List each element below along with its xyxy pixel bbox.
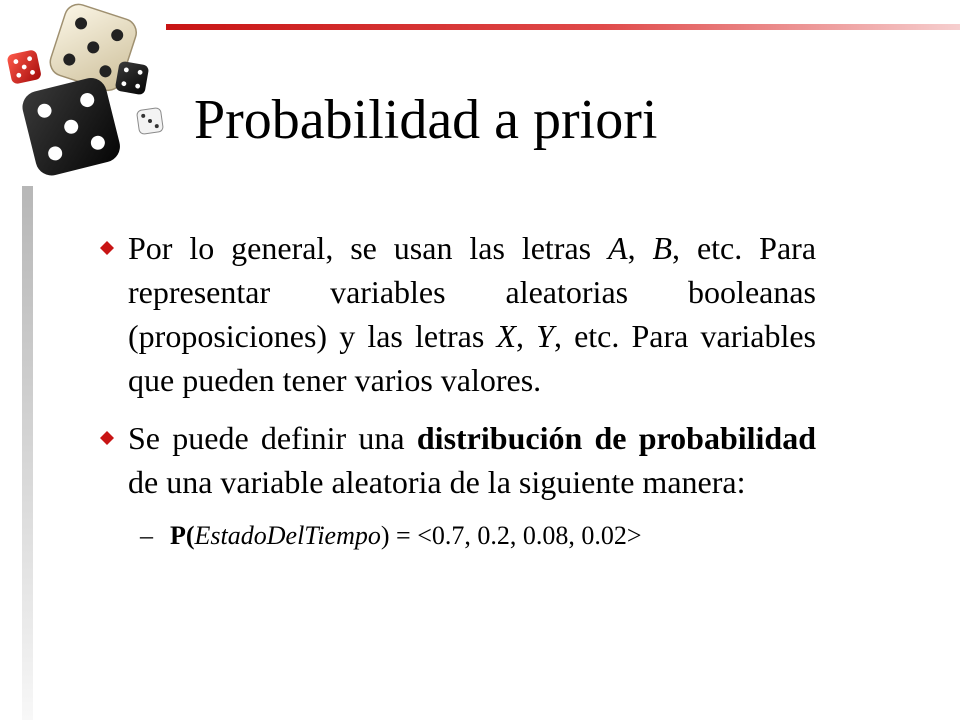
title-accent-rule: [166, 24, 960, 30]
text-run: ,: [627, 230, 653, 266]
bullet-text: [128, 416, 816, 504]
bullet-item-2: [96, 416, 816, 504]
slide-title: Probabilidad a priori: [194, 89, 658, 151]
left-accent-bar: [22, 186, 33, 720]
bullet-item-1: [96, 226, 816, 402]
bullet-text: [128, 226, 816, 402]
subbullet-item: [96, 516, 816, 556]
text-run: Se puede definir una: [128, 420, 417, 456]
diamond-bullet-icon: [100, 431, 114, 445]
text-run: de una variable aleatoria de la siguiente manera:: [128, 464, 746, 500]
text-run: distribución de probabilidad: [416, 420, 817, 456]
text-run: ) = <0.7, 0.2, 0.08, 0.02>: [380, 521, 642, 550]
text-run: , etc. Para variables que pueden tener varios valores.: [128, 318, 817, 398]
text-run: X: [496, 318, 516, 354]
text-run: EstadoDelTiempo: [194, 521, 381, 550]
slide-body: [96, 226, 816, 556]
text-run: , etc. Para representar variables aleatorias booleanas (proposiciones) y las letras: [128, 230, 817, 354]
text-run: P(: [170, 521, 195, 550]
diamond-bullet-icon: [100, 241, 114, 255]
dash-bullet: –: [140, 521, 153, 550]
text-run: Por lo general, se usan las letras: [128, 230, 609, 266]
text-run: A: [608, 230, 628, 266]
text-run: B: [652, 230, 673, 266]
text-run: ,: [516, 318, 537, 354]
text-run: Y: [536, 318, 554, 354]
dice-icon: [0, 0, 180, 182]
subbullet-text: [170, 521, 642, 550]
